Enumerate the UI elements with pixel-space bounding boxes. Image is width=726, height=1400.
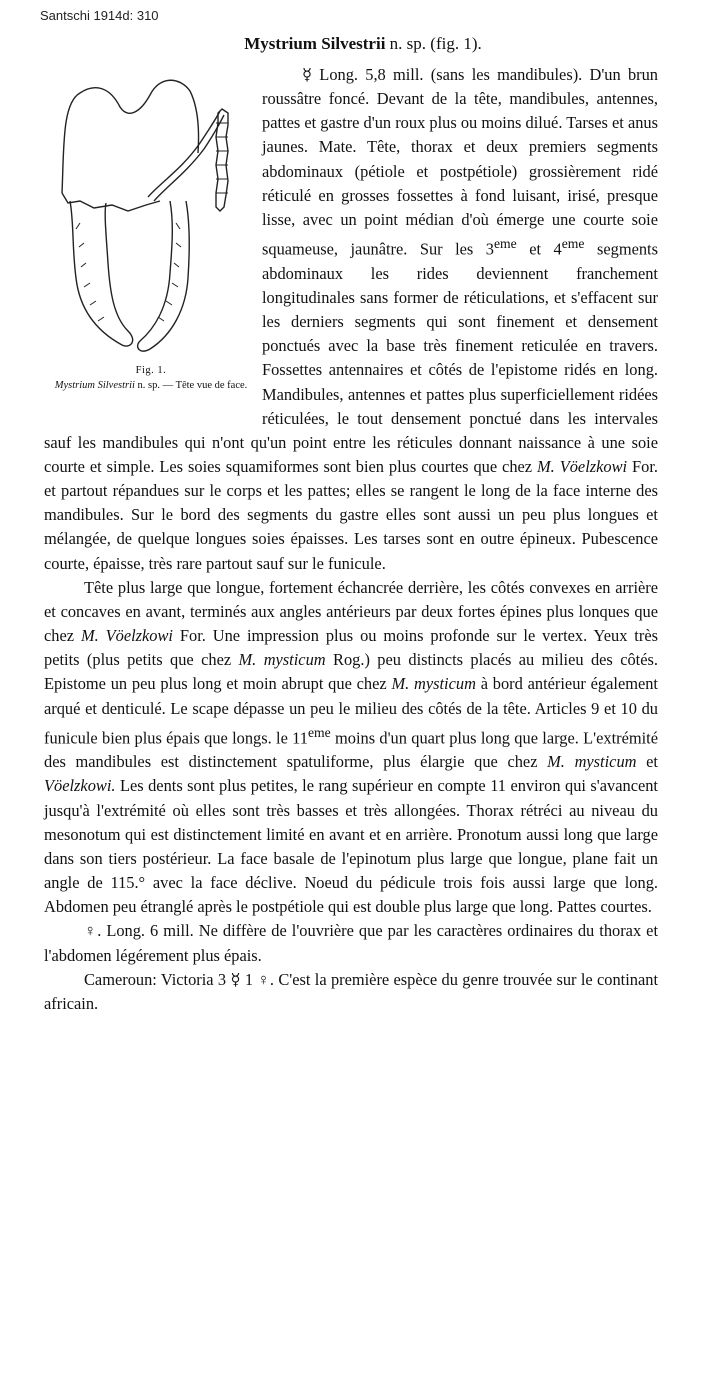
p1-text-a: ☿ Long. 5,8 mill. (sans les mandibules). D'un brun roussâtre foncé. Devant de la tête, mandibules, antennes, pattes et gastre d'un roux plus ou moins dilué. Tarses et anus jaunes. Mate. Tête, thorax et deux premiers segments abdominaux (pétiole et postpétiole) grossièrement ridé réticulé en grosses fossettes à fond luisant, irisé, presque lisse, avec un point médian d'où émerge une courte soie squameuse, jaunâtre. Sur les 3 <box>262 65 658 259</box>
page-title <box>0 34 726 54</box>
clypeus-edge <box>62 193 160 211</box>
p2-text-e: moins d'un quart plus long que large. L'extrémité des mandibules est distinctement spatuliforme, plus élargie que chez <box>44 728 658 772</box>
figure-caption-rest: n. sp. — Tête vue de face. <box>137 380 248 391</box>
p1-superscript-2: eme <box>561 236 585 252</box>
p1-text-d: For. et partout répandues sur le corps et les pattes; elles se rangent le long de la face interne des mandibules. Sur le bord des segments du gastre elles sont aussi un peu plus longues et mélangée, de quelque longues soies épaisses. Les tarses sont en outre épineux. Pubescence courte, épaisse, très rare partout sauf sur le funicule. <box>44 456 658 573</box>
title-species-name: Mystrium Silvestrii <box>244 34 386 53</box>
antenna-funicle <box>216 109 228 211</box>
figure-caption-number: Fig. 1. <box>135 365 167 376</box>
p2-text-a: Tête plus large que longue, fortement échancrée derrière, les côtés convexes en arrière et concaves en avant, terminés aux angles antérieurs par deux fortes épines plus lonques que chez <box>44 577 658 646</box>
p2-text-g: Les dents sont plus petites, le rang supérieur en compte 11 environ qui s'avancent jusqu'à l'extrémité où elles sont très basses et très allongées. Thorax rétréci au niveau du mesonotum qui est distinctement limité en avant et en arrière. Pronotum aussi long que large dans son tiers postérieur. La face basale de l'epinotum plus large que longue, plane fait un angle de 115.° avec la face déclive. Noeud du pédicule trois fois aussi large que long. Abdomen peu étranglé après le postpétiole qui est double plus large que long. Pattes courtes. <box>44 776 658 917</box>
ant-head-illustration <box>50 73 250 358</box>
p2-text-b: For. Une impression plus ou moins profonde sur le vertex. Yeux très petits (plus petits que chez <box>44 626 658 670</box>
figure-caption-species: Mystrium Silvestrii <box>54 380 135 391</box>
p2-species-1: M. Vöelzkowi <box>80 626 173 646</box>
p1-text-c: segments abdominaux les rides deviennent franchement longitudinales sans former de réticulations, et s'effacent sur les derniers segments qui sont finement et densement ponctués avec la base très finement reticulée en travers. Fossettes antennaires et côtés de l'epistome ridés en long. Mandibules, antennes et pattes plus superficiellement ridées réticulées, le tout densement ponctué dans les intervales sauf les mandibules qui n'ont qu'un point entre les réticules donnant naissance à une soie courte et simple. Les soies squamiformes sont bien plus courtes que chez <box>44 239 658 476</box>
p1-superscript-1: eme <box>494 236 517 252</box>
paragraph-queen: ♀. Long. 6 mill. Ne diffère de l'ouvrière que par les caractères ordinaires du thorax et l'abdomen légérement plus épais. <box>44 921 658 965</box>
antenna-scape <box>148 111 220 197</box>
p2-text-d: à bord antérieur également arqué et denticulé. Le scape dépasse un peu le milieu des côtés de la tête. Articles 9 et 10 du funicule bien plus épais que longs. le 11 <box>44 674 658 748</box>
p2-text-f: et <box>636 752 658 772</box>
article-body <box>44 63 658 1016</box>
paragraph-worker-description <box>44 63 658 576</box>
paragraph-locality: Cameroun: Victoria 3 ☿ 1 ♀. C'est la première espèce du genre trouvée sur le continant africain. <box>44 969 658 1013</box>
p1-text-b: et 4 <box>516 239 562 259</box>
p1-species-voelzkowi: M. Vöelzkowi <box>537 456 628 476</box>
figure-block <box>44 65 262 409</box>
title-rest: n. sp. (fig. 1). <box>389 34 482 53</box>
p2-species-4: M. mysticum <box>547 752 637 772</box>
p2-species-2: M. mysticum <box>238 650 326 670</box>
figure-caption <box>44 363 258 393</box>
header-reference: Santschi 1914d: 310 <box>40 8 159 23</box>
p2-superscript: eme <box>307 724 331 740</box>
antenna-scape-inner <box>154 115 224 201</box>
left-mandible <box>70 201 133 346</box>
p2-species-5: Vöelzkowi. <box>44 776 116 796</box>
p2-species-3: M. mysticum <box>391 674 476 694</box>
p2-text-c: Rog.) peu distincts placés au milieu des côtés. Epistome un peu plus long et moin abrupt que chez <box>44 650 658 694</box>
left-mandible-teeth <box>76 223 104 321</box>
paragraph-head-description <box>44 576 658 920</box>
right-mandible <box>138 201 190 351</box>
head-outline <box>62 80 199 193</box>
